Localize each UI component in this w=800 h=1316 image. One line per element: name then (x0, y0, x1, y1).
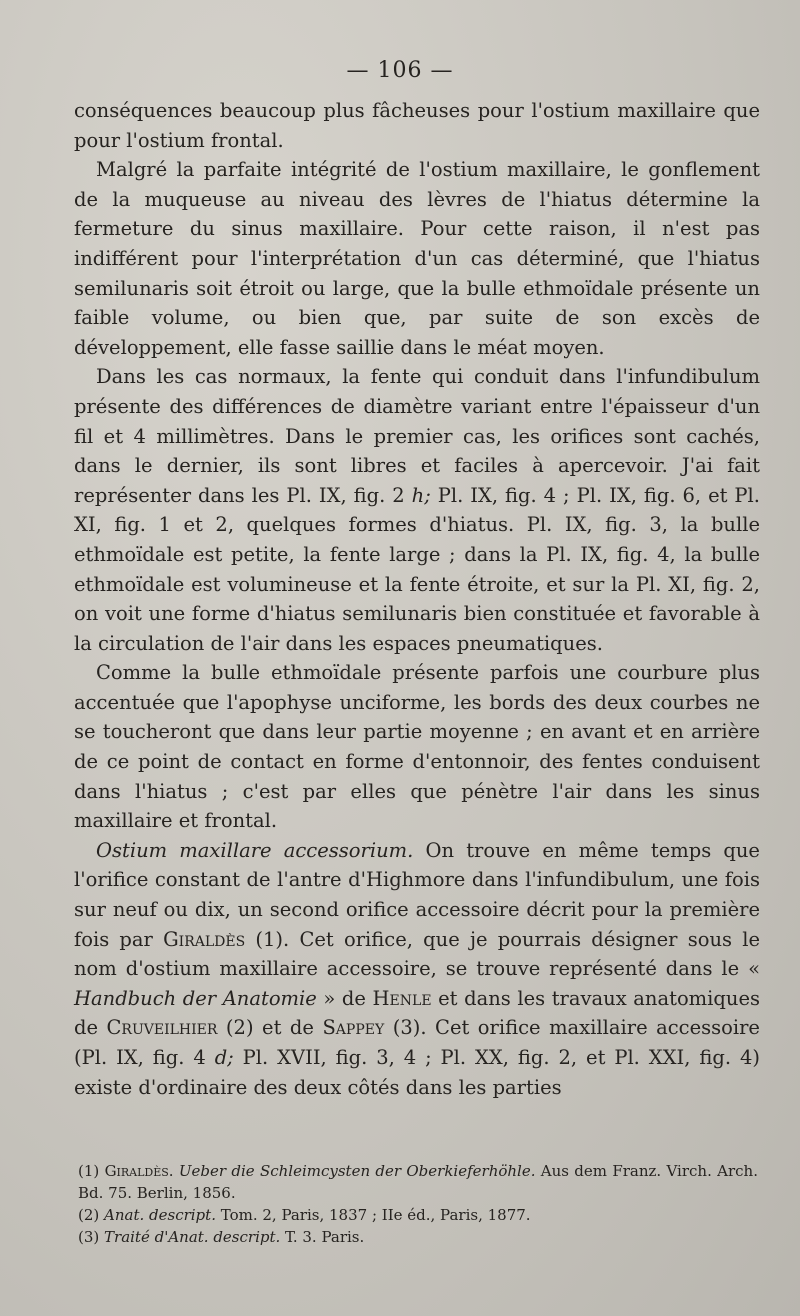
italic-text: Handbuch der Anatomie (74, 986, 317, 1010)
text-run: T. 3. Paris. (280, 1228, 365, 1246)
footnote (78, 1160, 758, 1204)
italic-text: Traité d'Anat. descript. (104, 1228, 281, 1246)
page-number: — 106 — (346, 58, 454, 83)
italic-text: h; (411, 483, 431, 507)
author-name: Giraldès (163, 927, 246, 951)
text-run: (1) (78, 1162, 105, 1180)
text-run: Comme la bulle ethmoïdale présente parfois une courbure plus accentuée que l'apophyse unciforme, les bords des deux courbes ne se toucheront que dans leur partie moyenne ; en avant et en arrière de ce point de contact en forme d'entonnoir, des fentes conduisent dans l'hiatus ; c'est par elles que pénètre l'air dans les sinus maxillaire et frontal. (74, 661, 760, 833)
author-name: Cruveilhier (106, 1016, 218, 1040)
author-name: Sappey (322, 1016, 385, 1040)
text-run: » de (316, 986, 373, 1010)
author-name: Henle (372, 986, 432, 1010)
text-run: (1). Cet orifice, que je pourrais désigner sous le nom d'ostium maxillaire accessoire, se trouve représenté dans le « (74, 927, 761, 981)
text-run: On trouve en même temps que l'orifice constant de l'antre d'Highmore dans l'infundibulum, une fois sur neuf ou dix, un second orifice accessoire décrit pour la première fois par (74, 838, 760, 951)
author-name: Giraldès. (104, 1162, 174, 1180)
paragraph (74, 362, 760, 658)
text-run: Tom. 2, Paris, 1837 ; IIe éd., Paris, 1877. (215, 1206, 531, 1224)
main-text (74, 96, 760, 1102)
text-run: Pl. XVII, fig. 3, 4 ; Pl. XX, fig. 2, et Pl. XXI, fig. 4) existe d'ordinaire des deux côtés dans les parties (74, 1046, 760, 1099)
paragraph (74, 96, 760, 155)
footnote (78, 1204, 758, 1226)
text-run: Dans les cas normaux, la fente qui conduit dans l'infundibulum présente des différences de diamètre variant entre l'épaisseur d'un fil et 4 millimètres. Dans le premier cas, les orifices sont cachés, dans le dernier, ils sont libres et faciles à apercevoir. J'ai fait représenter dans les Pl. IX, fig. 2 (74, 365, 760, 507)
text-run: (2) et de (217, 1016, 323, 1040)
text-run: (3). Cet orifice maxillaire accessoire (Pl. IX, fig. 4 (74, 1016, 760, 1069)
italic-text: Anat. descript. (104, 1206, 216, 1224)
text-run: et dans les travaux anatomiques de (74, 986, 760, 1040)
text-run: Aus dem Franz. Virch. Arch. Bd. 75. Berlin, 1856. (78, 1162, 758, 1202)
text-run: (3) (78, 1228, 105, 1246)
italic-text: d; (214, 1046, 234, 1069)
paragraph (74, 836, 760, 1102)
text-run: conséquences beaucoup plus fâcheuses pour l'ostium maxillaire que pour l'ostium frontal. (74, 99, 760, 152)
italic-text: Ostium maxillare accessorium. (96, 838, 414, 862)
footnotes (78, 1160, 758, 1248)
paragraph (74, 658, 760, 836)
footnote (78, 1226, 758, 1248)
text-run: (2) (78, 1206, 105, 1224)
text-run: Malgré la parfaite intégrité de l'ostium maxillaire, le gonflement de la muqueuse au niveau des lèvres de l'hiatus détermine la fermeture du sinus maxillaire. Pour cette raison, il n'est pas indifférent pour l'interprétation d'un cas déterminé, que l'hiatus semilunaris soit étroit ou large, que la bulle ethmoïdale présente un faible volume, ou bien que, par suite de son excès de développement, elle fasse saillie dans le méat moyen. (74, 158, 760, 359)
italic-text: Ueber die Schleimcysten der Oberkieferhöhle. (178, 1162, 536, 1180)
text-run: Pl. IX, fig. 4 ; Pl. IX, fig. 6, et Pl. XI, fig. 1 et 2, quelques formes d'hiatus. Pl. IX, fig. 3, la bulle ethmoïdale est petite, la fente large ; dans la Pl. IX, fig. 4, la bulle ethmoïdale est volumineuse et la fente étroite, et sur la Pl. XI, fig. 2, on voit une forme d'hiatus semilunaris bien constituée et favorable à la circulation de l'air dans les espaces pneumatiques. (74, 483, 760, 655)
paragraph (74, 155, 760, 362)
